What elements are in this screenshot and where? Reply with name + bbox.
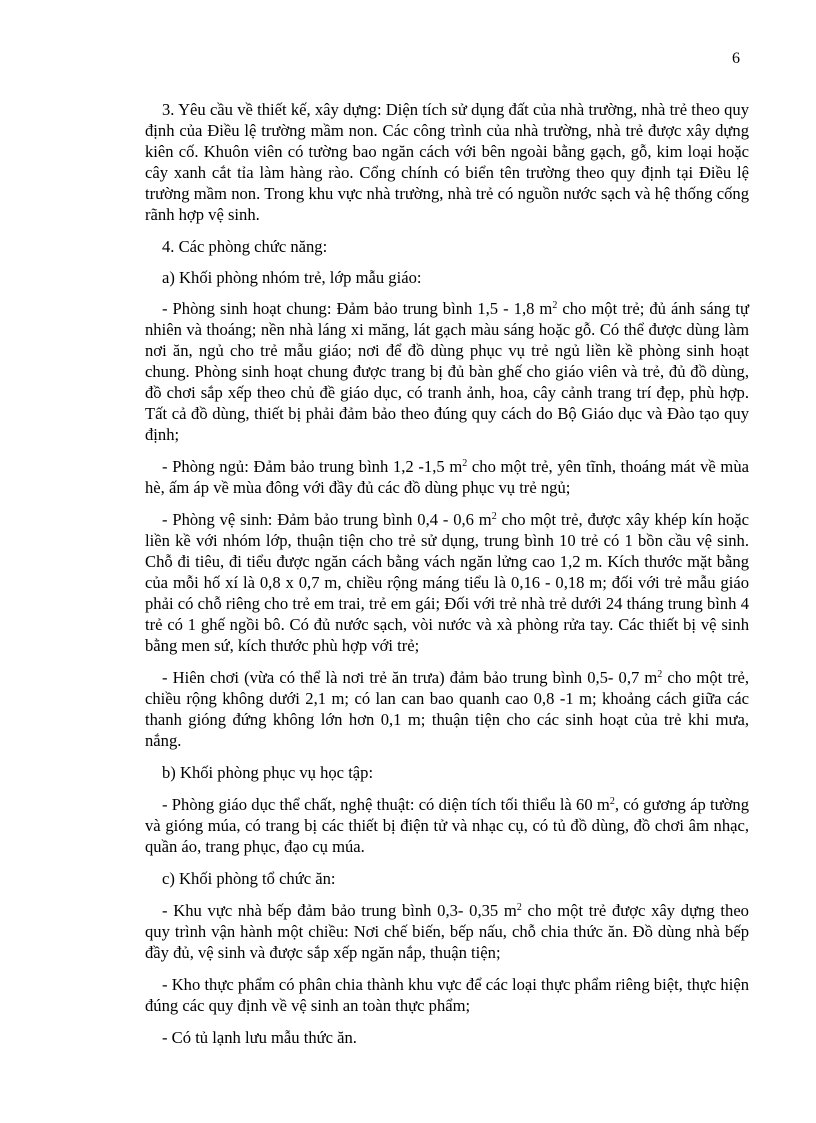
superscript-unit: 2 <box>516 902 522 913</box>
paragraph-p-4c <box>145 868 749 889</box>
paragraph-p-giao-duc <box>145 794 749 857</box>
paragraph-p-sinh-hoat <box>145 298 749 445</box>
paragraph-text: - Khu vực nhà bếp đảm bảo trung bình 0,3- 0,35 m <box>162 901 517 920</box>
paragraph-text: - Kho thực phẩm có phân chia thành khu vực để các loại thực phẩm riêng biệt, thực hiện đúng các quy định về vệ sinh an toàn thực phẩm; <box>145 975 749 1015</box>
paragraph-text: cho một trẻ; đủ ánh sáng tự nhiên và thoáng; nền nhà láng xi măng, lát gạch màu sáng hoặc gỗ. Có thể được dùng làm nơi ăn, ngủ cho trẻ mẫu giáo; nơi để đồ dùng phục vụ trẻ ngủ liền kề phòng sinh hoạt chung. Phòng sinh hoạt chung được trang bị đủ bàn ghế cho giáo viên và trẻ, đủ đồ dùng, đồ chơi sắp xếp theo chủ đề giáo dục, có tranh ảnh, hoa, cây cảnh trang trí đẹp, phù hợp. Tất cả đồ dùng, thiết bị phải đảm bảo theo đúng quy cách do Bộ Giáo dục và Đào tạo quy định; <box>145 299 750 444</box>
paragraph-text: a) Khối phòng nhóm trẻ, lớp mẫu giáo: <box>162 268 422 287</box>
superscript-unit: 2 <box>657 669 663 680</box>
paragraph-p-kho <box>145 974 749 1016</box>
paragraph-text: c) Khối phòng tổ chức ăn: <box>162 869 336 888</box>
paragraph-p-hien-choi <box>145 667 749 751</box>
paragraph-text: - Phòng sinh hoạt chung: Đảm bảo trung bình 1,5 - 1,8 m <box>162 299 553 318</box>
paragraph-text: - Có tủ lạnh lưu mẫu thức ăn. <box>162 1028 357 1047</box>
paragraph-text: 3. Yêu cầu về thiết kế, xây dựng: Diện tích sử dụng đất của nhà trường, nhà trẻ theo quy định của Điều lệ trường mầm non. Các công trình của nhà trường, nhà trẻ được xây dựng kiên cố. Khuôn viên có tường bao ngăn cách với bên ngoài bằng gạch, gỗ, kim loại hoặc cây xanh cắt tỉa làm hàng rào. Cổng chính có biển tên trường theo quy định tại Điều lệ trường mầm non. Trong khu vực nhà trường, nhà trẻ có nguồn nước sạch và hệ thống cống rãnh hợp vệ sinh. <box>145 100 749 224</box>
paragraph-text: , có gương áp tường và gióng múa, có trang bị các thiết bị điện tử và nhạc cụ, có tủ đồ dùng, đồ chơi âm nhạc, quần áo, trang phục, đạo cụ múa. <box>145 795 749 856</box>
paragraph-text: cho một trẻ được xây dựng theo quy trình vận hành một chiều: Nơi chế biến, bếp nấu, chỗ chia thức ăn. Đồ dùng nhà bếp đầy đủ, vệ sinh và được sắp xếp ngăn nắp, thuận tiện; <box>145 901 749 962</box>
superscript-unit: 2 <box>491 511 497 522</box>
paragraph-p-bep <box>145 900 749 963</box>
paragraph-p-4 <box>145 236 749 257</box>
paragraph-text: 4. Các phòng chức năng: <box>162 237 328 256</box>
paragraph-text: - Phòng vệ sinh: Đảm bảo trung bình 0,4 - 0,6 m <box>162 510 492 529</box>
paragraph-p-ngu <box>145 456 749 498</box>
paragraph-p-tu-lanh <box>145 1027 749 1048</box>
document-body <box>145 99 749 1059</box>
page-number: 6 <box>732 50 740 67</box>
paragraph-text: - Phòng ngủ: Đảm bảo trung bình 1,2 -1,5 m <box>162 457 463 476</box>
paragraph-text: b) Khối phòng phục vụ học tập: <box>162 763 374 782</box>
superscript-unit: 2 <box>552 300 558 311</box>
superscript-unit: 2 <box>609 796 615 807</box>
paragraph-p-ve-sinh <box>145 509 749 656</box>
paragraph-text: - Phòng giáo dục thể chất, nghệ thuật: có diện tích tối thiểu là 60 m <box>162 795 610 814</box>
paragraph-p-3 <box>145 99 749 225</box>
superscript-unit: 2 <box>462 458 468 469</box>
paragraph-text: cho một trẻ, yên tĩnh, thoáng mát về mùa hè, ấm áp về mùa đông với đầy đủ các đồ dùng phục vụ trẻ ngủ; <box>145 457 749 497</box>
paragraph-p-4a <box>145 267 749 288</box>
paragraph-p-4b <box>145 762 749 783</box>
paragraph-text: cho một trẻ, chiều rộng không dưới 2,1 m; có lan can bao quanh cao 0,8 -1 m; khoảng cách giữa các thanh gióng đứng không lớn hơn 0,1 m; thuận tiện cho các sinh hoạt của trẻ khi mưa, nắng. <box>145 668 749 750</box>
paragraph-text: - Hiên chơi (vừa có thể là nơi trẻ ăn trưa) đảm bảo trung bình 0,5- 0,7 m <box>162 668 658 687</box>
paragraph-text: cho một trẻ, được xây khép kín hoặc liền kề với nhóm lớp, thuận tiện cho trẻ sử dụng, trung bình 10 trẻ có 1 bồn cầu vệ sinh. Chỗ đi tiêu, đi tiểu được ngăn cách bằng vách ngăn lửng cao 1,2 m. Kích thước mặt bằng của mỗi hố xí là 0,8 x 0,7 m, chiều rộng máng tiểu là 0,16 - 0,18 m; đối với trẻ mẫu giáo phải có chỗ riêng cho trẻ em trai, trẻ em gái; Đối với trẻ nhà trẻ dưới 24 tháng trung bình 4 trẻ có 1 ghế ngồi bô. Có đủ nước sạch, vòi nước và xà phòng rửa tay. Các thiết bị vệ sinh bằng men sứ, kích thước phù hợp với trẻ; <box>145 510 749 655</box>
